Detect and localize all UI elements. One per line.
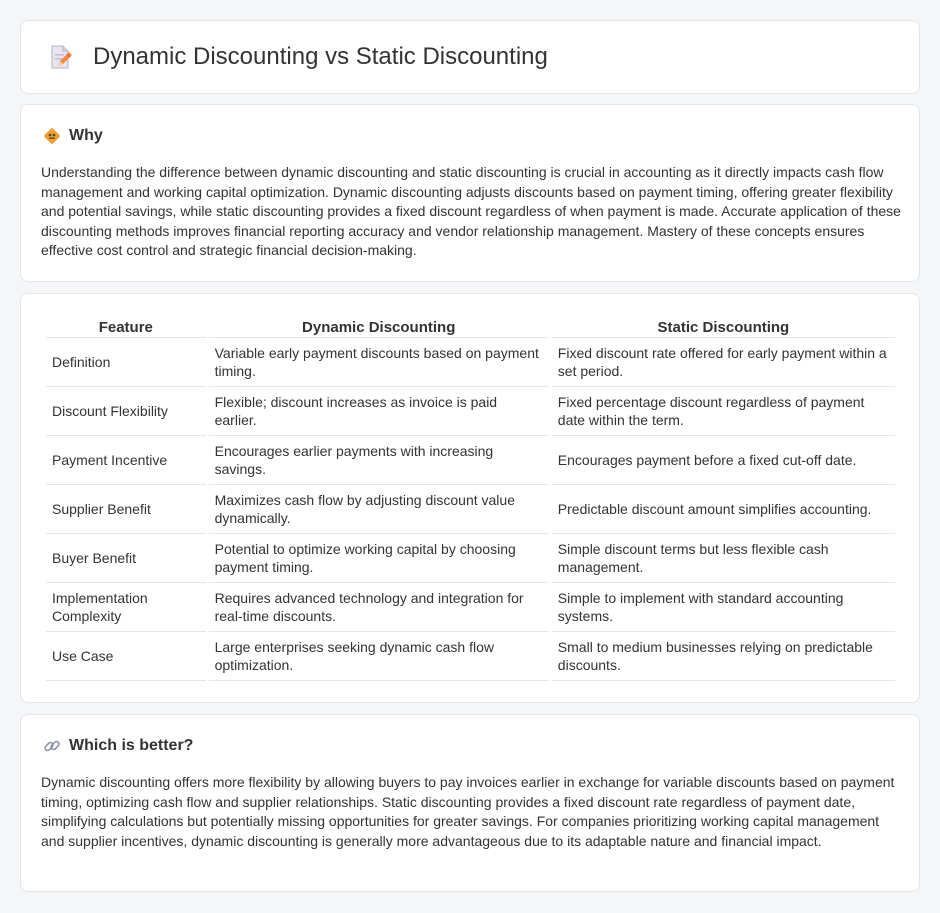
dynamic-cell: Variable early payment discounts based on payment timing. [209, 338, 549, 387]
table-row [46, 436, 895, 485]
dynamic-cell: Encourages earlier payments with increasing savings. [209, 436, 549, 485]
better-title: Which is better? [69, 737, 194, 754]
dynamic-cell: Flexible; discount increases as invoice is paid earlier. [209, 387, 549, 436]
comparison-table-card [20, 293, 920, 703]
feature-cell: Use Case [46, 632, 206, 681]
why-title: Why [69, 127, 103, 144]
table-row [46, 632, 895, 681]
dynamic-cell: Potential to optimize working capital by choosing payment timing. [209, 534, 549, 583]
feature-cell: Payment Incentive [46, 436, 206, 485]
table-row [46, 338, 895, 387]
static-cell: Simple to implement with standard accounting systems. [552, 583, 895, 632]
feature-cell: Buyer Benefit [46, 534, 206, 583]
dynamic-cell: Maximizes cash flow by adjusting discount value dynamically. [209, 485, 549, 534]
which-is-better-section [20, 714, 920, 892]
header-feature: Feature [46, 318, 206, 338]
table-row [46, 485, 895, 534]
table-header-row [46, 318, 895, 338]
header-static: Static Discounting [552, 318, 895, 338]
why-header [43, 127, 103, 145]
table-row [46, 534, 895, 583]
dynamic-cell: Requires advanced technology and integration for real-time discounts. [209, 583, 549, 632]
feature-cell: Supplier Benefit [46, 485, 206, 534]
page-title: Dynamic Discounting vs Static Discounting [93, 43, 548, 70]
table-row [46, 387, 895, 436]
why-section [20, 104, 920, 282]
header-dynamic: Dynamic Discounting [209, 318, 549, 338]
static-cell: Simple discount terms but less flexible cash management. [552, 534, 895, 583]
static-cell: Small to medium businesses relying on predictable discounts. [552, 632, 895, 681]
title-card [20, 20, 920, 94]
dynamic-cell: Large enterprises seeking dynamic cash flow optimization. [209, 632, 549, 681]
feature-cell: Definition [46, 338, 206, 387]
table-row [46, 583, 895, 632]
static-cell: Encourages payment before a fixed cut-off date. [552, 436, 895, 485]
document-pencil-icon [47, 44, 73, 70]
feature-cell: Discount Flexibility [46, 387, 206, 436]
static-cell: Fixed percentage discount regardless of payment date within the term. [552, 387, 895, 436]
better-header [43, 737, 193, 755]
static-cell: Fixed discount rate offered for early payment within a set period. [552, 338, 895, 387]
comparison-table [43, 318, 898, 681]
link-icon [43, 737, 61, 755]
static-cell: Predictable discount amount simplifies accounting. [552, 485, 895, 534]
better-body: Dynamic discounting offers more flexibility by allowing buyers to pay invoices earlier in exchange for variable discounts based on payment timing, optimizing cash flow and supplier relationships. Static discounting provides a fixed discount rate regardless of payment date, simplifying calculations but potentially missing opportunities for greater savings. For companies prioritizing working capital management and supplier incentives, dynamic discounting is generally more advantageous due to its adaptable nature and financial impact. [41, 774, 895, 849]
why-body: Understanding the difference between dynamic discounting and static discounting is crucial in accounting as it directly impacts cash flow management and working capital optimization. Dynamic discounting adjusts discounts based on payment timing, offering greater flexibility and potential savings, while static discounting provides a fixed discount regardless of when payment is made. Accurate application of these discounting methods improves financial reporting accuracy and vendor relationship management. Mastery of these concepts ensures effective cost control and strategic financial decision-making. [41, 164, 901, 258]
diamond-sign-icon [43, 127, 61, 145]
feature-cell: Implementation Complexity [46, 583, 206, 632]
